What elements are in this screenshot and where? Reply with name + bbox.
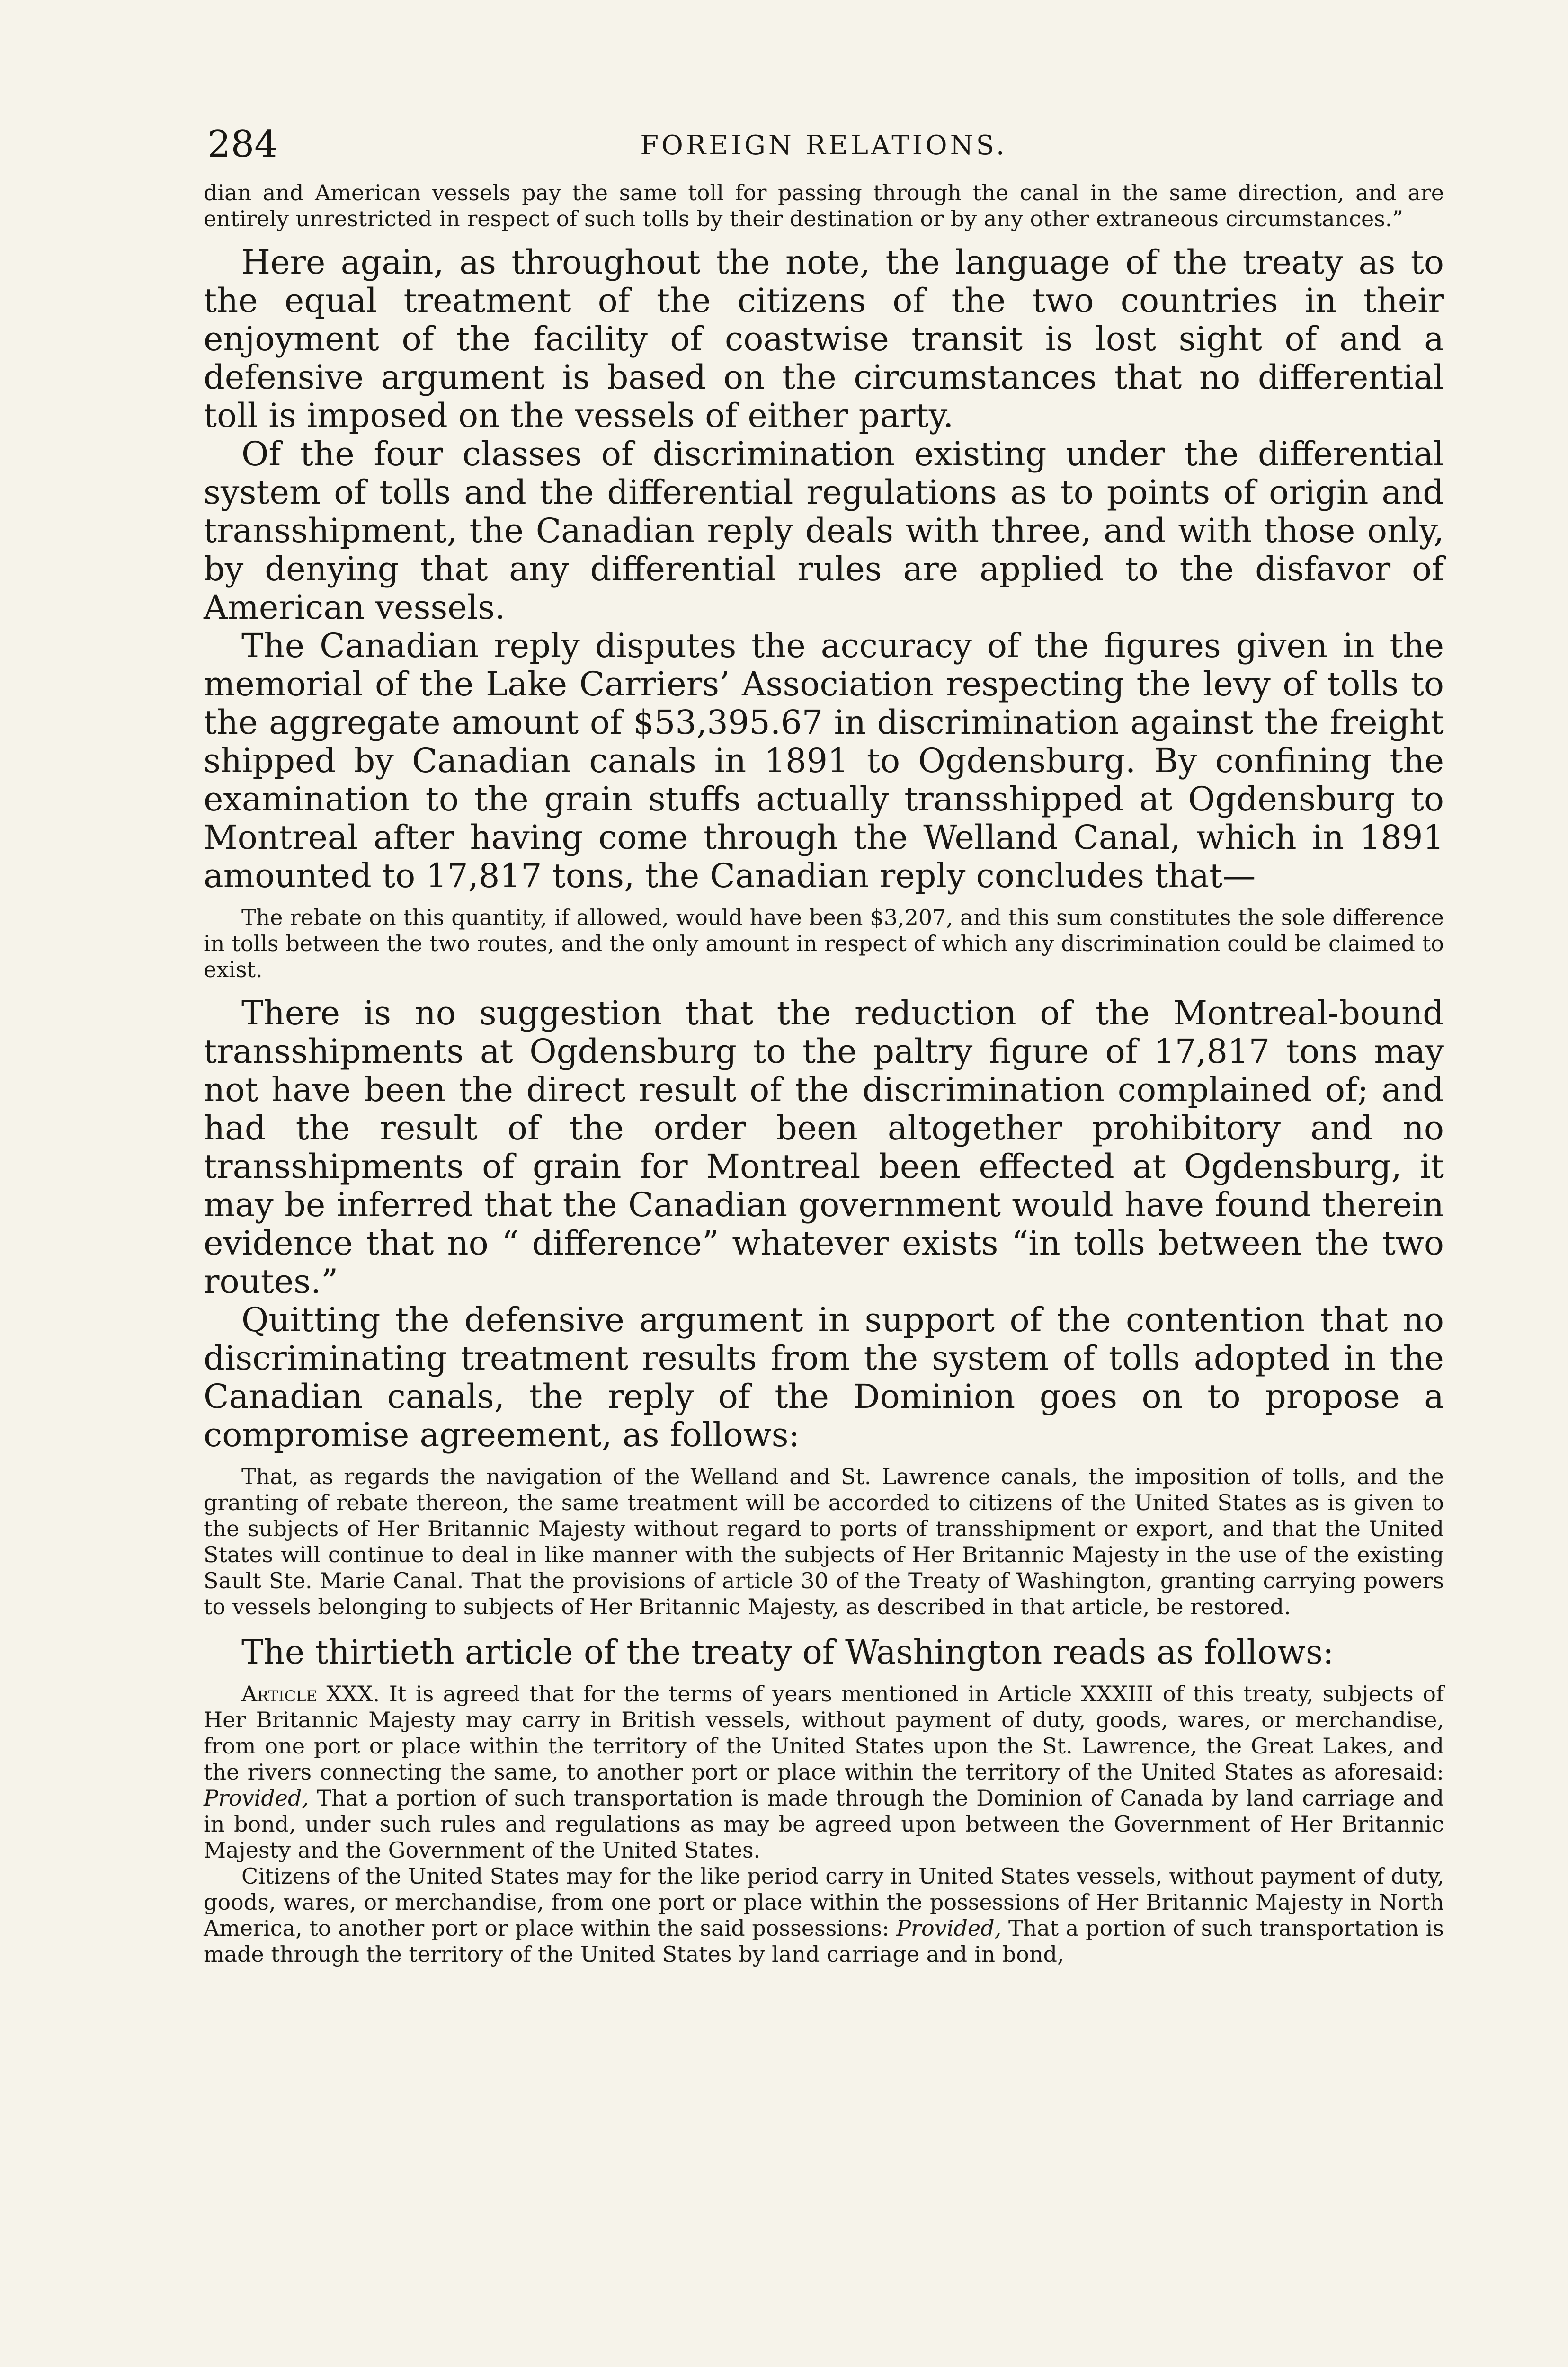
body-paragraph-compromise-proposal: Quitting the defensive argument in support of the contention that no discriminating treatment results from the system of tolls adopted in the Canadian canals, the reply of the Dominion goes on to propose a compromise agreement, as follows: [204,1300,1444,1454]
thirtieth-article-intro: The thirtieth article of the treaty of Washington reads as follows: [241,1633,1334,1672]
article-xxx-p2-text-b: That a portion of such transportation is made through the territory of the United States by land carriage and in bond, [204,1915,1444,1967]
body-paragraph-no-suggestion: There is no suggestion that the reduction of the Montreal-bound transshipments at Ogdensburg to the paltry figure of 17,817 tons may not have been the direct result of the discrimination complained of; and had the result of the order been altogether prohibitory and no transshipments of grain for Montreal been effected at Ogdensburg, it may be inferred that the Canadian government would have found therein evidence that no “ difference” whatever exists “in tolls between the two routes.” [204,994,1444,1301]
body-paragraph-language-of-treaty: Here again, as throughout the note, the language of the treaty as to the equal treatment of the citizens of the two countries in their enjoyment of the facility of coastwise transit is lost sight of and a defensive argument is based on the circumstances that no differential toll is imposed on the vessels of either party. [204,243,1444,435]
quoted-compromise-terms: That, as regards the navigation of the Welland and St. Lawrence canals, the imposition of tolls, and the granting of rebate thereon, the same treatment will be accorded to citizens of the United States as is given to the subjects of Her Britannic Majesty without regard to ports of transshipment or export, and that the United States will continue to deal in like manner with the subjects of Her Britannic Majesty in the use of the existing Sault Ste. Marie Canal. That the provisions of article 30 of the Treaty of Washington, granting carrying powers to vessels belonging to subjects of Her Britannic Majesty, as described in that article, be restored. [204,1464,1444,1620]
article-xxx-provided: Provided, [204,1785,309,1811]
running-header [204,118,1444,180]
article-xxx-paragraph-1 [204,1681,1444,1863]
article-xxx-paragraph-2 [204,1863,1444,1967]
page-number: 284 [207,123,278,166]
article-xxx-heading: Article XXX. [241,1681,380,1707]
article-xxx-text-b: That a portion of such transportation is made through the Dominion of Canada by land carriage and in bond, under such rules and regulations as may be agreed upon between the Government of Her Britannic Majesty and the Government of the United States. [204,1785,1444,1863]
quoted-rebate-paragraph: The rebate on this quantity, if allowed, would have been $3,207, and this sum constitutes the sole difference in tolls between the two routes, and the only amount in respect of which any discrimination could be claimed to exist. [204,905,1444,982]
document-page [204,118,1444,2367]
running-title: FOREIGN RELATIONS. [640,130,1007,161]
body-paragraph-four-classes: Of the four classes of discrimination existing under the differential system of tolls and the differential regulations as to points of origin and transshipment, the Canadian reply deals with three, and with those only, by denying that any differential rules are applied to the disfavor of American vessels. [204,435,1444,627]
article-xxx-text-a: It is agreed that for the terms of years mentioned in Article XXXIII of this treaty, subjects of Her Britannic Majesty may carry in British vessels, without payment of duty, goods, wares, or merchandise, from one port or place within the territory of the United States upon the St. Lawrence, the Great Lakes, and the rivers connecting the same, to another port or place within the territory of the United States as aforesaid: [204,1681,1444,1785]
body-paragraph-canadian-reply-figures: The Canadian reply disputes the accuracy of the figures given in the memorial of the Lake Carriers’ Association respecting the levy of tolls to the aggregate amount of $53,395.67 in discrimination against the freight shipped by Canadian canals in 1891 to Ogdensburg. By confining the examination to the grain stuffs actually transshipped at Ogdensburg to Montreal after having come through the Welland Canal, which in 1891 amounted to 17,817 tons, the Canadian reply concludes that— [204,626,1444,895]
article-xxx-p2-provided: Provided, [896,1915,1002,1941]
article-xxx-p2-text-a: Citizens of the United States may for the like period carry in United States vessels, without payment of duty, goods, wares, or merchandise, from one port or place within the possessions of Her Britannic Majesty in North America, to another port or place within the said possessions: [204,1863,1444,1941]
quoted-continuation-paragraph: dian and American vessels pay the same toll for passing through the canal in the same direction, and are entirely unrestricted in respect of such tolls by their destination or by any other extraneous circumstances.” [204,180,1444,231]
